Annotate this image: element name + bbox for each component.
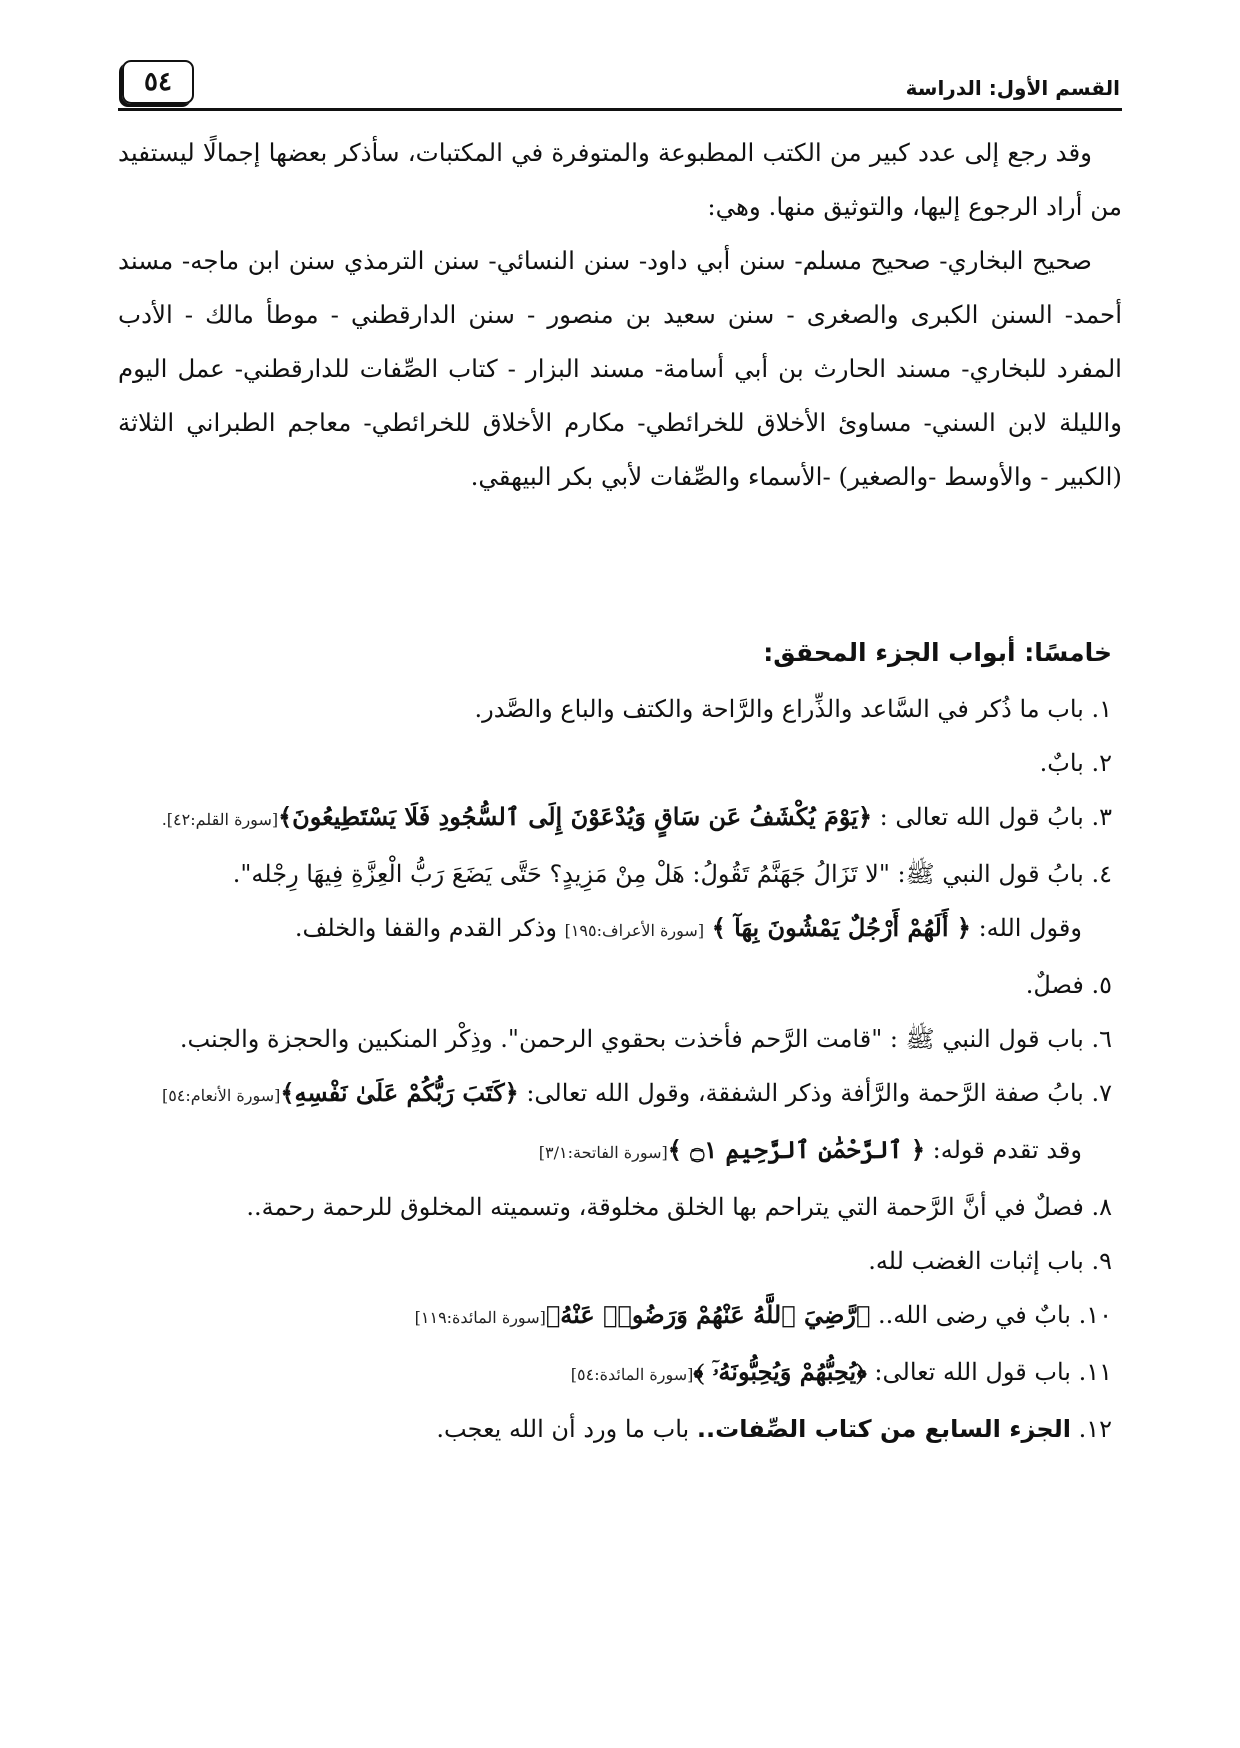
item-text: ٦. باب قول النبي ﷺ : "قامت الرَّحم فأخذت بحقوي الرحمن". وذِكْر المنكبين والحجزة والجنب. xyxy=(179,1025,1112,1053)
list-item xyxy=(118,958,1122,1012)
item-text: وقد تقدم قوله: xyxy=(925,1136,1082,1164)
intro-paragraph-2: صحيح البخاري- صحيح مسلم- سنن أبي داود- سنن النسائي- سنن الترمذي سنن ابن ماجه- مسند أحمد- السنن الكبرى والصغرى - سنن سعيد بن منصور - سنن الدارقطني - موطأ مالك - الأدب المفرد للبخاري- مسند الحارث بن أبي أسامة- مسند البزار - كتاب الصِّفات للدارقطني- عمل اليوم والليلة لابن السني- مساوئ الأخلاق للخرائطي- مكارم الأخلاق للخرائطي- معاجم الطبراني الثلاثة (الكبير - والأوسط -والصغير) -الأسماء والصِّفات لأبي بكر البيهقي. xyxy=(118,246,1122,491)
list-item xyxy=(118,1288,1122,1345)
list-item xyxy=(118,1234,1122,1288)
quran-verse: ﴿كَتَبَ رَبُّكُمْ عَلَىٰ نَفْسِهِ﴾ xyxy=(280,1078,519,1107)
list-item xyxy=(118,682,1122,736)
list-item xyxy=(118,901,1122,958)
item-bold-title: الجزء السابع من كتاب الصِّفات.. xyxy=(696,1415,1071,1443)
intro-text xyxy=(118,126,1122,504)
intro-paragraph-1: وقد رجع إلى عدد كبير من الكتب المطبوعة والمتوفرة في المكتبات، سأذكر بعضها إجمالًا ليستفيد من أراد الرجوع إليها، والتوثيق منها. وهي: xyxy=(118,138,1122,221)
list-item xyxy=(118,1402,1122,1456)
quran-verse: ﴿ أَلَهُمْ أَرْجُلٌ يَمْشُونَ بِهَآ ﴾ xyxy=(711,913,971,942)
chapters-list xyxy=(118,682,1122,1456)
list-item xyxy=(118,1066,1122,1123)
item-text: ١. باب ما ذُكر في السَّاعد والذِّراع والرَّاحة والكتف والباع والصَّدر. xyxy=(474,695,1112,723)
quran-verse: ﴿يَوْمَ يُكْشَفُ عَن سَاقٍ وَيُدْعَوْنَ إِلَى ٱلسُّجُودِ فَلَا يَسْتَطِيعُونَ﴾ xyxy=(278,802,873,831)
item-text: ٩. باب إثبات الغضب لله. xyxy=(868,1247,1112,1275)
item-text: ٢. بابٌ. xyxy=(1039,749,1112,777)
item-text: ٧. بابُ صفة الرَّحمة والرَّأفة وذكر الشفقة، وقول الله تعالى: xyxy=(518,1079,1112,1107)
item-number: ١٢. xyxy=(1070,1415,1112,1443)
verse-reference: [سورة المائدة:١١٩] xyxy=(414,1308,546,1327)
verse-reference: [سورة الأنعام:٥٤] xyxy=(161,1086,281,1105)
header-title: القسم الأول: الدراسة xyxy=(905,76,1120,100)
page-number: ٥٤ xyxy=(122,60,194,104)
verse-reference: [سورة المائدة:٥٤] xyxy=(570,1365,694,1384)
header-divider xyxy=(118,108,1122,111)
list-item xyxy=(118,1123,1122,1180)
verse-reference: [سورة الفاتحة:٣/١] xyxy=(538,1143,668,1162)
list-item xyxy=(118,790,1122,847)
list-item xyxy=(118,1345,1122,1402)
item-text: باب ما ورد أن الله يعجب. xyxy=(436,1415,697,1443)
list-item xyxy=(118,1180,1122,1234)
list-item xyxy=(118,847,1122,901)
quran-verse: ﴿يُحِبُّهُمْ وَيُحِبُّونَهُۥٓ ﴾ xyxy=(693,1357,867,1386)
quran-verse: ﴿رَّضِيَ ٱللَّهُ عَنْهُمْ وَرَضُوا۟ عَنْهُ﴾ xyxy=(545,1300,871,1329)
list-item xyxy=(118,736,1122,790)
item-text: وقول الله: xyxy=(970,914,1082,942)
chapters-section xyxy=(118,626,1122,1456)
item-text: ١٠. بابٌ في رضى الله.. xyxy=(870,1301,1112,1329)
list-item xyxy=(118,1012,1122,1066)
item-text: ٥. فصلٌ. xyxy=(1025,971,1112,999)
verse-reference: [سورة الأعراف:١٩٥] xyxy=(564,921,705,940)
item-text: ٤. بابُ قول النبي ﷺ: "لا تَزَالُ جَهَنَّمُ تَقُولُ: هَلْ مِنْ مَزِيدٍ؟ حَتَّى يَضَعَ رَبُّ الْعِزَّةِ فِيهَا رِجْله". xyxy=(232,860,1112,888)
quran-verse: ﴿ ٱلرَّحْمَٰنِ ٱلرَّحِيمِ ۝١ ﴾ xyxy=(667,1135,926,1164)
section-heading: خامسًا: أبواب الجزء المحقق: xyxy=(763,638,1112,667)
item-text: ١١. باب قول الله تعالى: xyxy=(866,1358,1112,1386)
verse-reference: [سورة القلم:٤٢]. xyxy=(161,810,279,829)
item-text-after: وذكر القدم والقفا والخلف. xyxy=(294,914,565,942)
item-text: ٨. فصلٌ في أنَّ الرَّحمة التي يتراحم بها الخلق مخلوقة، وتسميته المخلوق للرحمة رحمة.. xyxy=(246,1193,1112,1221)
page-header xyxy=(118,58,1122,112)
item-text: ٣. بابُ قول الله تعالى : xyxy=(872,803,1112,831)
